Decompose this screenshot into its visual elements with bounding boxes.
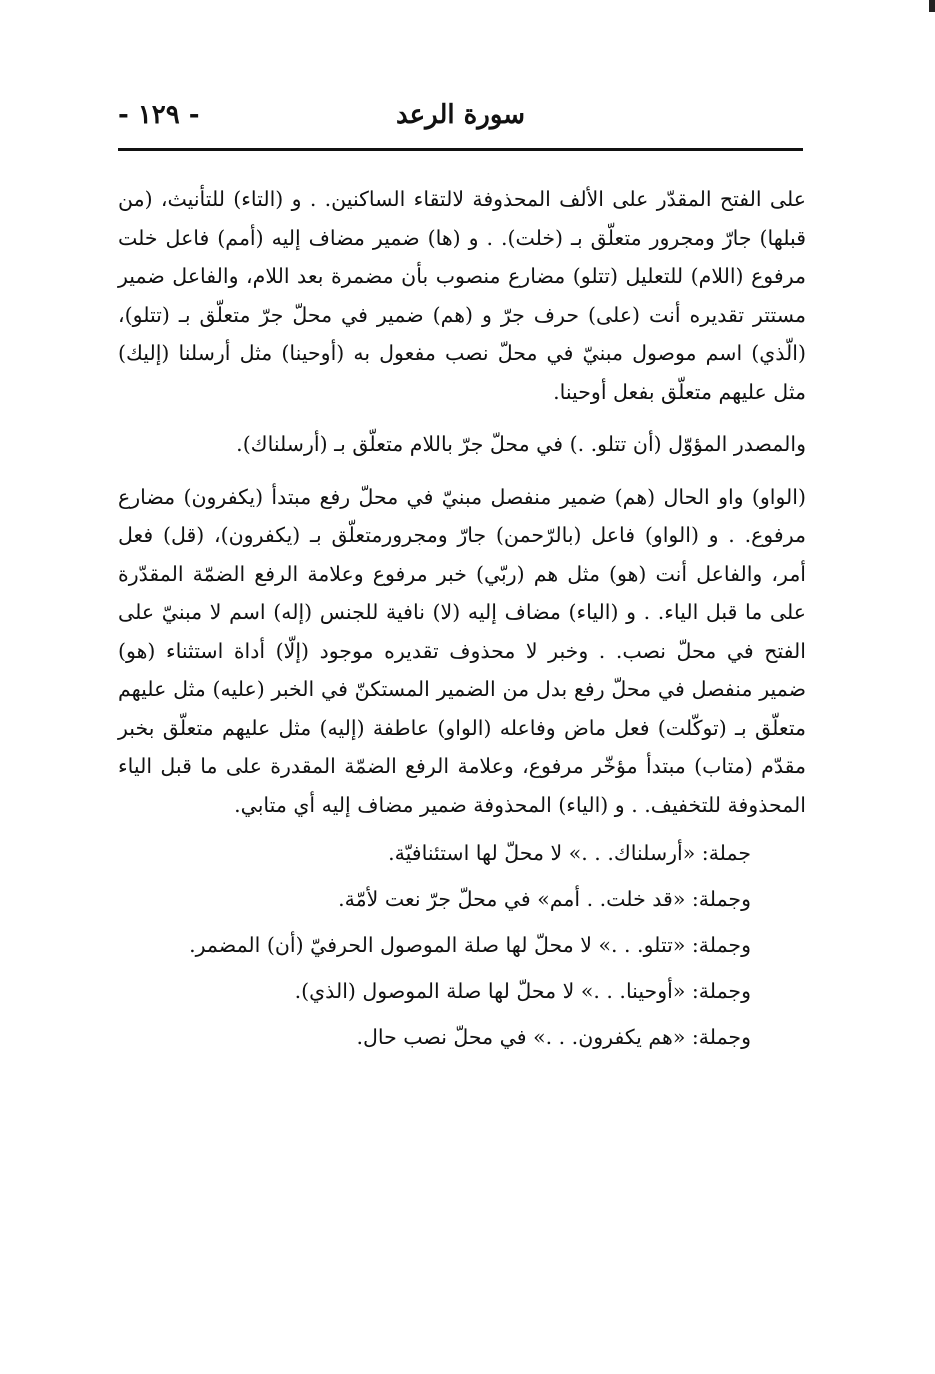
sentence-analysis-list [118,830,806,1060]
sentence-item: جملة: «أرسلناك. . .» لا محلّ لها استئنافيّة. [388,841,751,865]
surah-title: سورة الرعد [395,100,526,130]
paragraph-2: والمصدر المؤوّل (أن تتلو. .) في محلّ جرّ باللام متعلّق بـ (أرسلناك). [236,432,806,456]
paragraph-3: (الواو) واو الحال (هم) ضمير منفصل مبنيّ في محلّ رفع مبتدأ (يكفرون) مضارع مرفوع. . و (الواو) فاعل (بالرّحمن) جارّ ومجرورمتعلّق بـ (يكفرون)، (قل) فعل أمر، والفاعل أنت (هو) مثل هم (ربّي) خبر مرفوع وعلامة الرفع الضمّة المقدّرة على ما قبل الياء. . و (الياء) مضاف إليه (لا) نافية للجنس (إله) اسم لا مبنيّ على الفتح في محلّ نصب. . وخبر لا محذوف تقديره موجود (إلّا) أداة استثناء (هو) ضمير منفصل في محلّ رفع بدل من الضمير المستكنّ في الخبر (عليه) مثل عليهم متعلّق بـ (توكّلت) فعل ماض وفاعله (الواو) عاطفة (إليه) مثل عليهم متعلّق بخبر مقدّم (متاب) مبتدأ مؤخّر مرفوع، وعلامة الرفع الضمّة المقدرة على ما قبل الياء المحذوفة للتخفيف. . و (الياء) المحذوفة ضمير مضاف إليه أي متابي. [118,484,806,817]
sentence-item: وجملة: «هم يكفرون. . .» في محلّ نصب حال. [356,1025,751,1049]
sentence-item: وجملة: «قد خلت. . أمم» في محلّ جرّ نعت لأمّة. [338,887,751,911]
page-number: - ١٢٩ - [118,100,200,130]
sentence-item: وجملة: «أوحينا. . .» لا محلّ لها صلة الموصول (الذي). [294,979,751,1003]
page-body [118,180,806,1060]
paragraph-1: على الفتح المقدّر على الألف المحذوفة لالتقاء الساكنين. . و (التاء) للتأنيث، (من قبلها) جارّ ومجرور متعلّق بـ (خلت). . و (ها) ضمير مضاف إليه (أمم) فاعل خلت مرفوع (اللام) للتعليل (تتلو) مضارع منصوب بأن مضمرة بعد اللام، والفاعل ضمير مستتر تقديره أنت (على) حرف جرّ و (هم) ضمير في محلّ جرّ متعلّق بـ (تتلو)، (الّذي) اسم موصول مبنيّ في محلّ نصب مفعول به (أوحينا) مثل أرسلنا (إليك) مثل عليهم متعلّق بفعل أوحينا. [118,187,806,404]
sentence-item: وجملة: «تتلو. . .» لا محلّ لها صلة الموصول الحرفيّ (أن) المضمر. [189,933,751,957]
scan-corner-mark [929,0,935,12]
header-divider [118,148,803,151]
page-header [118,100,803,140]
